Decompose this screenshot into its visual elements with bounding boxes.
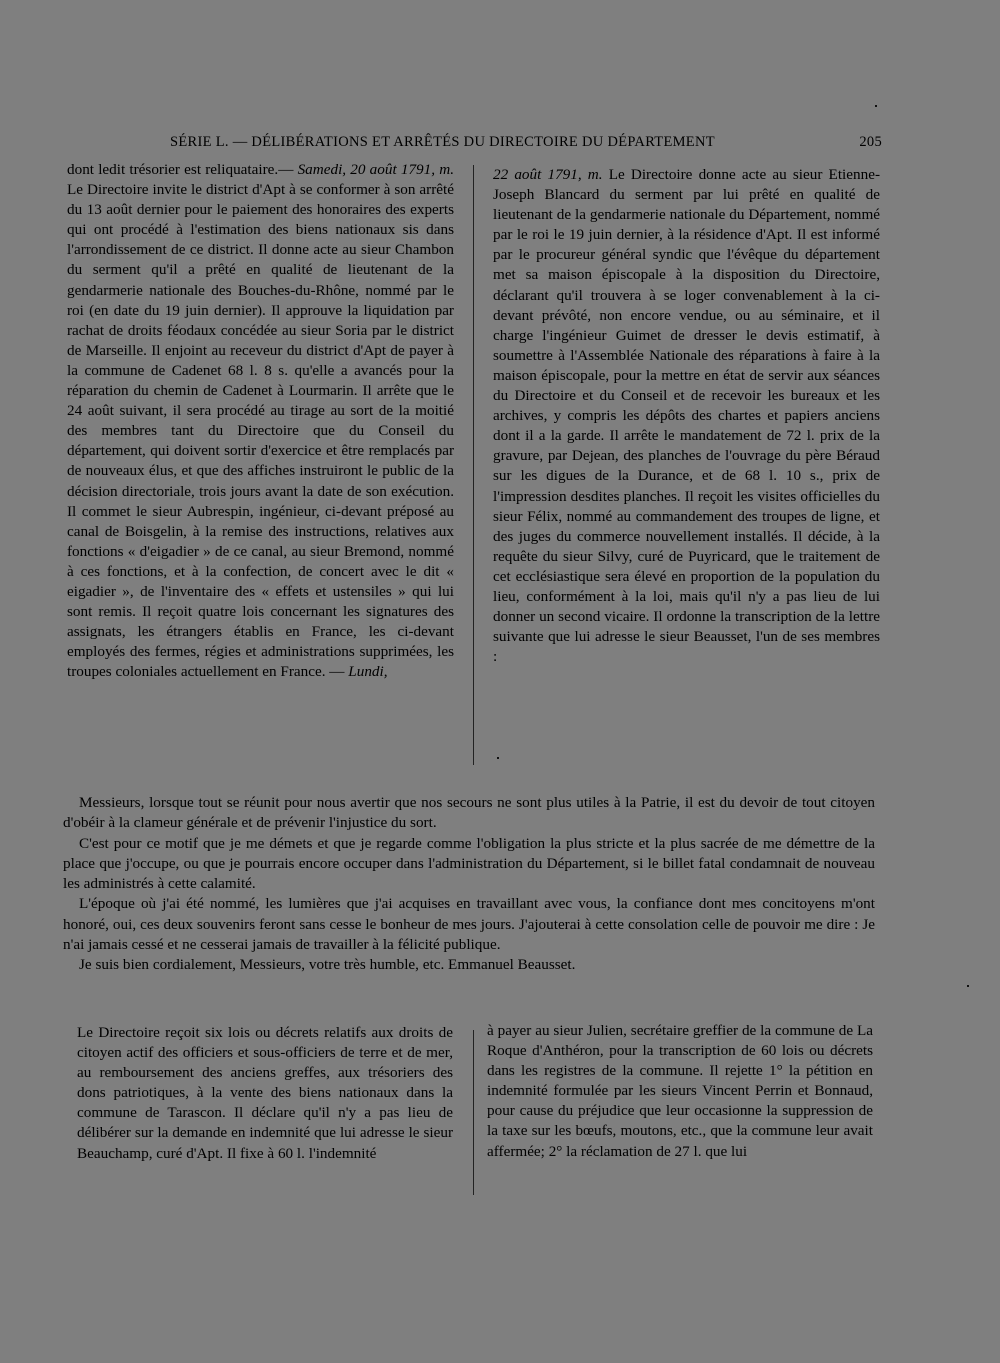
scan-speck xyxy=(875,105,877,107)
scan-speck xyxy=(497,757,499,759)
letter-paragraph-3: L'époque où j'ai été nommé, les lumières que j'ai acquises en travaillant avec vous, la confiance dont mes concitoyens m'ont honoré, oui, ces deux souvenirs feront sans cesse le bonheur de mes jours. J'ajouterai à cette consolation celle de pouvoir me dire : Je n'ai jamais cessé et ne cesserai jamais de travailler à la félicité publique. xyxy=(63,895,875,954)
left-column-top xyxy=(67,160,454,682)
header-title: SÉRIE L. — DÉLIBÉRATIONS ET ARRÊTÉS DU DIRECTOIRE DU DÉPARTEMENT xyxy=(170,134,715,150)
date-saturday: Samedi, 20 août 1791, m. xyxy=(297,161,454,178)
scan-speck xyxy=(967,985,969,987)
letter-paragraph-2: C'est pour ce motif que je me démets et que je regarde comme l'obligation la plus stricte et la plus sacrée de me démettre de la place que j'occupe, ou que je pourrais encore occuper dans l'administration du Département, si le billet fatal condamnait de nouveau les administrés à cette calamité. xyxy=(63,834,875,893)
right-column-bottom xyxy=(487,1021,873,1162)
right-column-top xyxy=(493,165,880,667)
right-text-main: Le Directoire donne acte au sieur Etienne-Joseph Blancard du serment par lui prêté en qualité de lieutenant de la gendarmerie nationale du Département, nommé par le roi le 19 juin dernier, à la résidence d'Apt. Il est informé par le procureur général syndic que l'évêque du département met sa maison épiscopale à la disposition du Directoire, déclarant qu'il trouvera à se loger convenablement à la ci-devant prévôté, non encore vendue, ou au séminaire, et il charge l'ingénieur Guimet de dresser le devis estimatif, à soumettre à l'Assemblée Nationale des réparations à faire à la maison épiscopale, pour la mettre en état de servir aux séances du Directoire et du Conseil et de recevoir les bureaux et les archives, y compris les dépôts des chartes et papiers anciens dont il a la garde. Il arrête le mandatement de 72 l. prix de la gravure, par Dejean, des planches de l'ouvrage du père Béraud sur les digues de la Durance, et de 68 l. 10 s., prix de l'impression desdites planches. Il reçoit les visites officielles du sieur Félix, nommé au commandement des troupes de ligne, et des juges du commerce nouvellement installés. Il décide, à la requête du sieur Silvy, curé de Puyricard, que le traitement de cet ecclésiastique sera élevé en proportion de la population du lieu, conformément à la loi, mais qu'il n'y a pas lieu de lui donner un second vicaire. Il ordonne la transcription de la lettre suivante que lui adresse le sieur Beausset, l'un de ses membres : xyxy=(493,166,881,666)
left-column-bottom-paragraph: Le Directoire reçoit six lois ou décrets relatifs aux droits de citoyen actif des officiers et sous-officiers de terre et de mer, au remboursement des anciens greffes, aux trésoriers des dons patriotiques, à la vente des biens nationaux dans la commune de Tarascon. Il déclare qu'il n'y a pas lieu de délibérer sur la demande en indemnité que lui adresse le sieur Beauchamp, curé d'Apt. Il fixe à 60 l. l'indemnité xyxy=(77,1024,453,1162)
letter-paragraph-1: Messieurs, lorsque tout se réunit pour nous avertir que nos secours ne sont plus utiles à la Patrie, il est du devoir de tout citoyen d'obéir à la clameur générale et de prévenir l'injustice du sort. xyxy=(63,794,875,832)
page-number: 205 xyxy=(859,134,882,150)
column-divider-top xyxy=(473,165,474,765)
right-column-top-paragraph xyxy=(493,165,880,667)
right-column-bottom-paragraph: à payer au sieur Julien, secrétaire greffier de la commune de La Roque d'Anthéron, pour la transcription de 60 lois ou décrets dans les registres de la commune. Il rejette 1° la pétition en indemnité formulée par les sieurs Vincent Perrin et Bonnaud, pour cause du préjudice que leur occasionne la suppression de la taxe sur les bœufs, moutons, etc., que la commune leur avait affermée; 2° la réclamation de 27 l. que lui xyxy=(487,1022,873,1160)
left-text-main: Le Directoire invite le district d'Apt à se conformer à son arrêté du 13 août dernier pour le paiement des honoraires des experts qui ont procédé à l'estimation des biens nationaux sis dans l'arrondissement de ce district. Il donne acte au sieur Chambon du serment qu'il a prêté en qualité de lieutenant de la gendarmerie nationale des Bouches-du-Rhône, nommé par le roi (en date du 19 juin dernier). Il approuve la liquidation par rachat de droits féodaux concédée au sieur Soria par le district de Marseille. Il enjoint au receveur du district d'Apt de payer à la commune de Cadenet 68 l. 8 s. qu'elle a avancés pour la réparation du chemin de Cadenet à Lourmarin. Il arrête que le 24 août suivant, il sera procédé au tirage au sort de la moitié des membres tant du Directoire que du Conseil du département, qui doivent sortir d'exercice et être remplacés par de nouveaux élus, et que des affiches instruiront le public de la décision directoriale, trois jours avant la date de son exécution. Il commet le sieur Aubrespin, ingénieur, ci-devant préposé au canal de Boisgelin, à la remise des instructions, relatives aux fonctions « d'eigadier » de ce canal, au sieur Bremond, nommé à ces fonctions, et à la confection, de concert avec le dit « eigadier », de l'inventaire des « effets et ustensiles » qui lui sont remis. Il reçoit quatre lois concernant les signatures des assignats, les étrangers établis en France, les ci-devant employés des fermes, régies et administrations supprimées, les troupes coloniales actuellement en France. — xyxy=(67,181,454,681)
letter-paragraph-4: Je suis bien cordialement, Messieurs, votre très humble, etc. Emmanuel Beausset. xyxy=(79,956,576,974)
quoted-letter xyxy=(63,793,875,976)
left-text-start: dont ledit trésorier est reliquataire.— xyxy=(67,161,298,178)
date-august-22: 22 août 1791, m. xyxy=(493,166,603,183)
left-column-bottom xyxy=(77,1023,453,1164)
date-monday: Lundi, xyxy=(348,663,388,681)
left-column-top-paragraph xyxy=(67,160,454,682)
column-divider-bottom xyxy=(473,1030,474,1195)
